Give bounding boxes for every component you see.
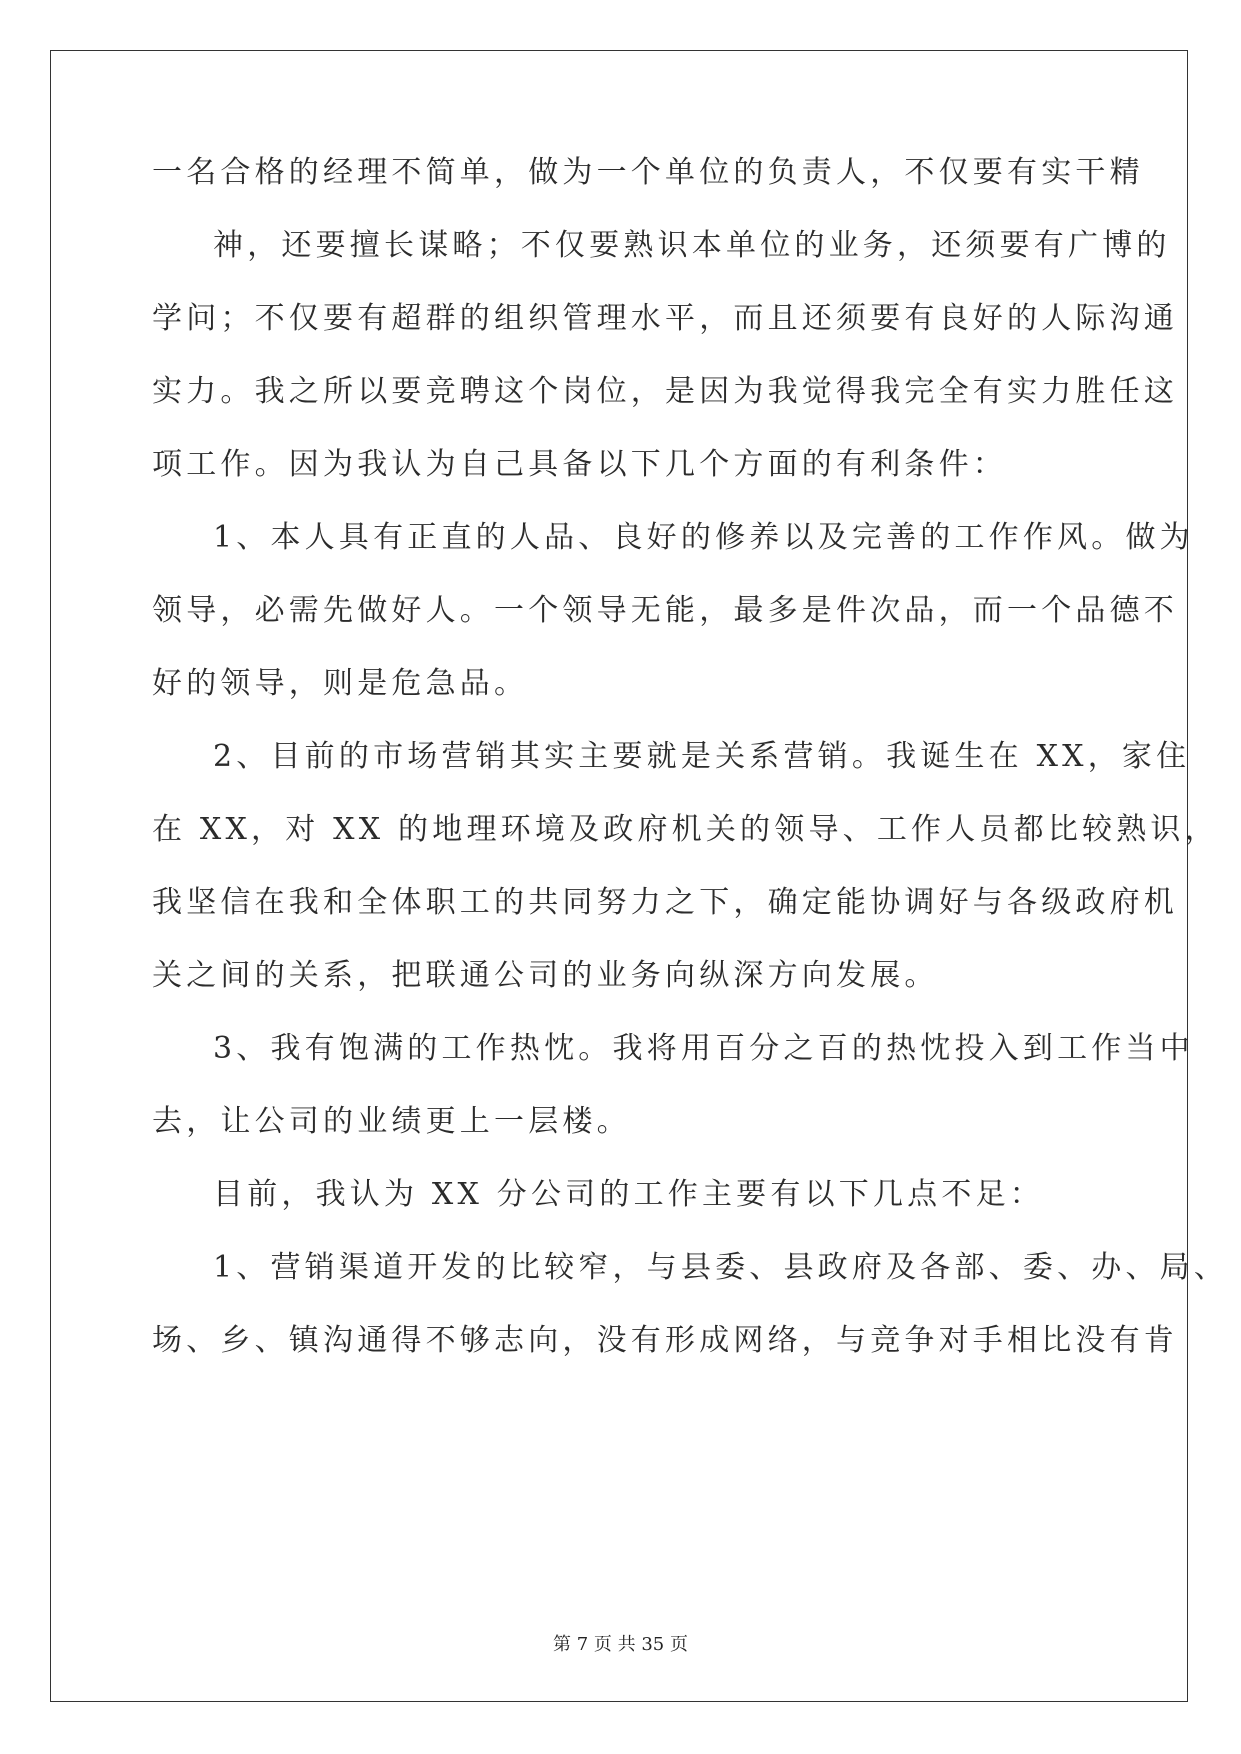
page-border [50,50,1191,1702]
text-line: 场、乡、镇沟通得不够志向，没有形成网络，与竞争对手相比没有肯 [152,1323,1178,1358]
text-line: 在 XX，对 XX 的地理环境及政府机关的领导、工作人员都比较熟识， [152,812,1219,847]
text-line: 项工作。因为我认为自己具备以下几个方面的有利条件： [152,447,1007,482]
text-line: 3、我有饱满的工作热忱。我将用百分之百的热忱投入到工作当中 [213,1031,1194,1066]
text-line: 一名合格的经理不简单，做为一个单位的负责人，不仅要有实干精 [152,155,1144,190]
text-line: 好的领导，则是危急品。 [152,666,529,701]
text-line: 1、本人具有正直的人品、良好的修养以及完善的工作作风。做为 [213,520,1194,555]
text-line: 领导，必需先做好人。一个领导无能，最多是件次品，而一个品德不 [152,593,1178,628]
text-line: 我坚信在我和全体职工的共同努力之下，确定能协调好与各级政府机 [152,885,1178,920]
page-number: 第 7 页 共 35 页 [553,1634,688,1655]
text-line: 神，还要擅长谋略；不仅要熟识本单位的业务，还须要有广博的 [213,228,1171,263]
text-line: 学问；不仅要有超群的组织管理水平，而且还须要有良好的人际沟通 [152,301,1178,336]
text-line: 关之间的关系，把联通公司的业务向纵深方向发展。 [152,958,939,993]
text-line: 去，让公司的业绩更上一层楼。 [152,1104,631,1139]
text-line: 2、目前的市场营销其实主要就是关系营销。我诞生在 XX，家住 [213,739,1191,774]
text-line: 实力。我之所以要竞聘这个岗位，是因为我觉得我完全有实力胜任这 [152,374,1178,409]
text-line: 目前，我认为 XX 分公司的工作主要有以下几点不足： [213,1177,1044,1212]
text-line: 1、营销渠道开发的比较窄，与县委、县政府及各部、委、办、局、 [213,1250,1229,1285]
